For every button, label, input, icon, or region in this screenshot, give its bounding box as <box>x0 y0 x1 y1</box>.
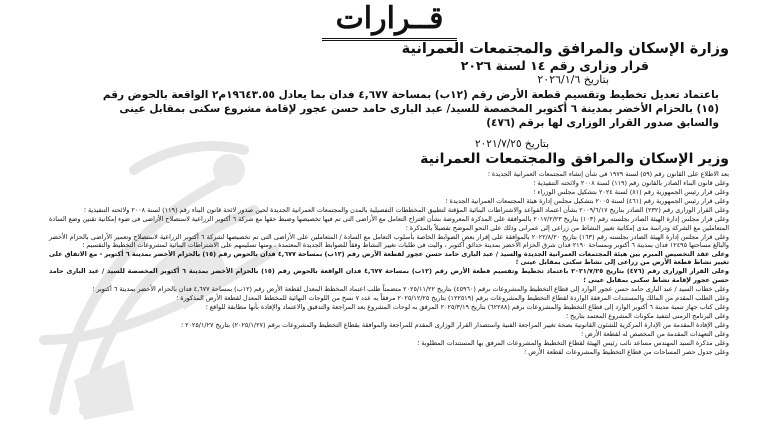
recital-paragraph: وعلى الطلب المقدم من المالك والمستندات المرفقة الواردة لقطاع التخطيط والمشروعات برقم (١٢٢٥١٩) بتاريخ ٢٠٢٥/١٢/٢٥ مرفقاً به عدد ٧ نسخ من اللوحات النهائية للمخطط المعدل لقطعة الأرض المذكورة ؛ <box>176 293 729 302</box>
recital-paragraph: وعلى كتاب جهاز تنمية مدينة ٦ أكتوبر الوارد إلى قطاع التخطيط والمشروعات برقم (٦٢٢٨٨) بتاريخ ٢٠٢٥/٣/١٩ المرفق به لوحات المشروع بعد المراجعة والتدقيق والاعتماد والإفادة بأنها مطابقة للواقع ؛ <box>205 302 729 311</box>
decree-number: قرار وزارى رقم ١٤ لسنة ٢٠٢٦ <box>460 58 649 73</box>
decree-subject: باعتماد تعديل تخطيط وتقسيم قطعة الأرض رقم (١٢ب) بمساحة ٤,٦٧٧ فدان بما يعادل ١٩٦٤٣.٥٥م٢ الواقعة بالحوض رقم (١٥) بالحزام الأخضر بمدينة ٦ أكتوبر المخصصة للسيد/ عبد البارى حامد حسن عجور لإقامة مشروع سكنى بمقابل عينى والسابق صدور القرار الوزارى لها برقم (٤٧٦) <box>102 89 719 129</box>
recital-paragraph: وعلى القرار الوزارى رقم (٢٣٢) الصادر بتاريخ ٢٠٠٩/٦/١٧ بشأن اعتماد القواعد والاشتراطات البنائية المؤقتة لتطبيق المخططات التفصيلية بالمدن والمجتمعات العمرانية الجديدة لحين صدور لائحة قانون البناء رقم (١١٩) لسنة ٢٠٠٨ ولائحته التنفيذية ؛ <box>83 206 729 215</box>
recitals <box>49 170 729 357</box>
masthead-title: قــرارات <box>322 2 458 41</box>
recital-paragraph: وعلى القرار الوزارى رقم (٤٧٦) بتاريخ ٢٠٢١/٧/٢٥ باعتماد تخطيط وتقسيم قطعة الأرض رقم (١٢ب) بمساحة ٤,٦٧٧ فدان الواقعة بالحوض رقم (١٥) بالحزام الأخضر بمدينة ٦ أكتوبر المخصصة للسيد / عبد البارى حامد حسن عجور لإقامة نشاط سكنى بمقابل عينى ؛ <box>49 267 729 284</box>
recital-paragraph: وعلى عقد التخصيص المبرم بين هيئة المجتمعات العمرانية الجديدة والسيد / عبد البارى حامد حسن عجور لقطعة الأرض رقم (١٢ب) بمساحة ٤,٦٧٧ فدان بالحوض رقم (١٥) بالحزام الأخضر بمدينة ٦ أكتوبر - مع الاتفاق على تغيير نشاط قطعة الأرض من زراعى إلى نشاط سكنى بمقابل عينى ؛ <box>49 250 729 267</box>
ministry-name: وزارة الإسكان والمرافق والمجتمعات العمرانية <box>401 41 729 57</box>
recital-paragraph: وعلى مذكرة السيد المهندس مساعد نائب رئيس الهيئة لقطاع التخطيط والمشروعات المرفق بها المستندات المطلوبة ؛ <box>417 339 729 348</box>
recital-paragraph: وعلى قرار مجلس إدارة الهيئة الصادر بجلسته رقم (١٦٣) بتاريخ ٢٠٢٢/٨/٢٠ بالموافقة على إقرار بعض الضوابط الخاصة بأسلوب التعامل مع السادة / المتعاملين على الأراضى التى تم تخصيصها لشركة ٦ أكتوبر الزراعية لاستصلاح وتعمير الأراضى بالحزام الأخضر والبالغ مساحتها ١٢٤٩٥ فدان بمدينة ٦ أكتوبر وبمساحة ٢١٩٠ فدان شرق الحزام الأخضر بمدينة حدائق أكتوبر ، والبت فى طلبات تغيير النشاط وفقاً للضوابط الجديدة المعتمدة ، ومنها تسليمهم على الاشتراطات البنائية لمشروعات التخطيط والتقسيم ؛ <box>49 232 729 249</box>
recital-paragraph: وعلى قرار مجلس إدارة الهيئة الصادر بجلسته رقم (١٠٣) بتاريخ ٢٠١٧/٢/٢٣ بالموافقة على المذكرة المعروضة بشأن اقتراح التعامل مع الأراضى التى تم فيها تخصيصها وضبط حقها مع شركة ٦ أكتوبر الزراعية لاستصلاح الأراضى فى ضوء إمكانية تقنين وضع السادة المتعاملين مع الشركة ودراسة مدى إمكانية تغيير النشاط من زراعى إلى عمرانى وذلك على النحو الموضح تفصيلاً بالمذكرة ؛ <box>49 215 729 232</box>
recital-paragraph: وعلى قرار رئيس الجمهورية رقم (٨١) لسنة ٢٠٢٤ بتشكيل مجلس الوزراء ؛ <box>533 188 729 197</box>
decree-date: بتاريخ ٢٠٢٦/١/٦ <box>537 73 609 86</box>
recital-paragraph: وعلى خطاب السيد / عبد البارى حامد حسن عجور الوارد إلى قطاع التخطيط والمشروعات برقم (٤٥٩٦٠) بتاريخ ٢٠٢٥/١١/٢٢ متضمناً طلب اعتماد المخطط المعدل لقطعة الأرض رقم (١٢ب) بمساحة ٤,٦٧٧ فدان بالحزام الأخضر بمدينة ٦ أكتوبر ؛ <box>92 284 729 293</box>
recital-paragraph: وعلى جدول حصر المساحات من قطاع التخطيط والمشروعات لقطعة الأرض ؛ <box>524 348 729 357</box>
minister-title: وزير الإسكان والمرافق والمجتمعات العمرانية <box>420 151 729 167</box>
recital-paragraph: وعلى قرار رئيس الجمهورية رقم (٤٦١) لسنة ٢٠٠٥ بتشكيل مجلس إدارة هيئة المجتمعات العمرانية الجديدة ؛ <box>445 197 729 206</box>
recital-paragraph: بعد الاطلاع على القانون رقم (٥٩) لسنة ١٩٧٩ فى شأن إنشاء المجتمعات العمرانية الجديدة ؛ <box>487 170 729 178</box>
recital-paragraph: وعلى قانون البناء الصادر بالقانون رقم (١١٩) لسنة ٢٠٠٨ ولائحته التنفيذية ؛ <box>533 179 729 188</box>
signature-date: بتاريخ ٢٠٢١/٧/٢٥ <box>475 138 549 150</box>
recital-paragraph: وعلى البرنامج الزمنى لتنفيذ مكونات المشروع المعتمد بتاريخ ؛ <box>566 311 729 320</box>
masthead <box>0 2 779 41</box>
recital-paragraph: وعلى الإفادة المقدمة من الإدارة المركزية للشئون القانونية بصحة تغيير المراجعة الفنية واستصدار القرار الوزارى المقدم للمراجعة والموافقة بقطاع التخطيط والمشروعات برقم (٢٠٢٥/١/٢٧) بتاريخ ٢٠٢٥/١/٢٧ ؛ <box>180 321 729 330</box>
recital-paragraph: وعلى التعهدات المقدمة من المخصص له لقطعة الأرض ؛ <box>580 330 729 339</box>
